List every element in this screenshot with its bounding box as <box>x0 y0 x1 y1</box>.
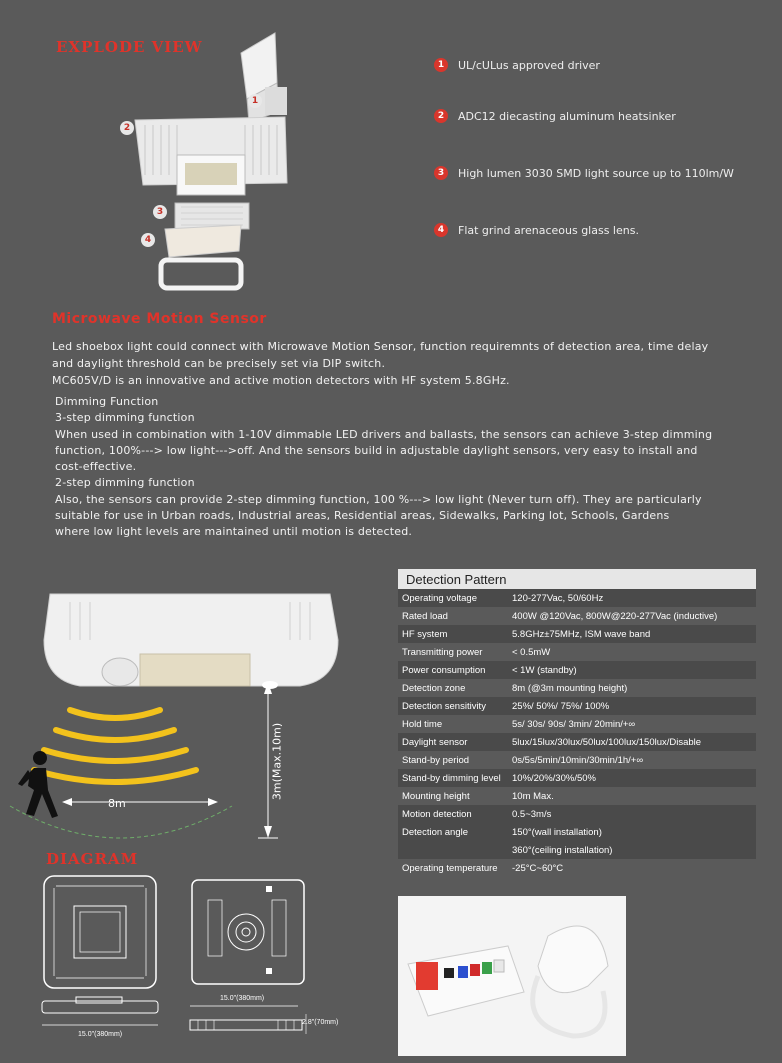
spec-key: Motion detection <box>398 805 508 823</box>
diagram-bottom-view <box>188 876 308 988</box>
spec-value: 150°(wall installation) <box>508 823 756 841</box>
table-row <box>398 859 756 877</box>
spec-value: -25°C~60°C <box>508 859 756 877</box>
spec-value: 0.5~3m/s <box>508 805 756 823</box>
spec-value: 5.8GHz±75MHz, ISM wave band <box>508 625 756 643</box>
table-row <box>398 589 756 607</box>
table-row <box>398 715 756 733</box>
dimming-line: cost-effective. <box>55 460 137 474</box>
spec-key: Operating voltage <box>398 589 508 607</box>
feature-text: UL/cULus approved driver <box>458 58 600 72</box>
table-row <box>398 625 756 643</box>
callout-badge-4: 4 <box>141 233 155 247</box>
explode-view-illustration <box>115 25 315 300</box>
table-row <box>398 643 756 661</box>
table-row <box>398 751 756 769</box>
table-row <box>398 805 756 823</box>
table-row <box>398 787 756 805</box>
feature-number: 4 <box>434 223 448 237</box>
sensor-line: Led shoebox light could connect with Microwave Motion Sensor, function requiremnts of detection area, time delay <box>52 340 709 353</box>
explode-view-title: EXPLODE VIEW <box>56 38 203 56</box>
dimming-line: Dimming Function <box>55 395 159 408</box>
diagram-title: DIAGRAM <box>46 850 139 868</box>
dimming-line: Also, the sensors can provide 2-step dimming function, 100 %---> low light (Never turn off). They are particularly <box>55 492 702 506</box>
spec-key: Detection angle <box>398 823 508 841</box>
dimming-line: suitable for use in Urban roads, Industrial areas, Residential areas, Sidewalks, Parking lot, Schools, Gardens <box>55 509 670 523</box>
table-row <box>398 769 756 787</box>
diagram-width-label: 15.0"(380mm) <box>78 1031 123 1038</box>
spec-key: Stand-by period <box>398 751 508 769</box>
spec-value: 5lux/15lux/30lux/50lux/100lux/150lux/Disable <box>508 733 756 751</box>
spec-key: Operating temperature <box>398 859 508 877</box>
spec-value: < 1W (standby) <box>508 661 756 679</box>
feature-text: Flat grind arenaceous glass lens. <box>458 223 639 237</box>
spec-key: Stand-by dimming level <box>398 769 508 787</box>
diagram-profile-view <box>186 1004 310 1040</box>
spec-value: 10m Max. <box>508 787 756 805</box>
feature-number: 3 <box>434 166 448 180</box>
feature-item <box>434 109 676 123</box>
sensor-description <box>52 338 772 389</box>
sensor-photo-illustration <box>398 896 626 1056</box>
diagram-top-view <box>40 872 160 992</box>
spec-key: Transmitting power <box>398 643 508 661</box>
diagram-length-label: 15.0"(380mm) <box>220 995 265 1002</box>
sensor-product-photo <box>398 896 626 1056</box>
dimming-line: 3-step dimming function <box>55 411 195 425</box>
diagram-height-label: 2.8"(70mm) <box>302 1019 339 1026</box>
table-row <box>398 823 756 841</box>
feature-text: ADC12 diecasting aluminum heatsinker <box>458 109 676 123</box>
detection-pattern-table <box>398 589 756 877</box>
spec-key: Rated load <box>398 607 508 625</box>
dimming-line: function, 100%---> low light--->off. And the sensors build in adjustable daylight sensors, very easy to install and <box>55 443 698 457</box>
callout-badge-2: 2 <box>120 121 134 135</box>
feature-item <box>434 223 639 237</box>
spec-value: < 0.5mW <box>508 643 756 661</box>
spec-key: Daylight sensor <box>398 733 508 751</box>
detection-height-label: 3m(Max.10m) <box>270 722 284 801</box>
spec-key: HF system <box>398 625 508 643</box>
callout-badge-1: 1 <box>248 94 262 108</box>
spec-key: Detection zone <box>398 679 508 697</box>
spec-key <box>398 841 508 859</box>
table-row <box>398 841 756 859</box>
dimming-line: 2-step dimming function <box>55 476 195 490</box>
table-row <box>398 697 756 715</box>
table-row <box>398 733 756 751</box>
spec-value: 360°(ceiling installation) <box>508 841 756 859</box>
dimming-description <box>55 394 775 541</box>
table-row <box>398 661 756 679</box>
feature-number: 2 <box>434 109 448 123</box>
spec-value: 120-277Vac, 50/60Hz <box>508 589 756 607</box>
spec-value: 25%/ 50%/ 75%/ 100% <box>508 697 756 715</box>
detection-width-label: 8m <box>108 797 126 810</box>
sensor-line: MC605V/D is an innovative and active motion detectors with HF system 5.8GHz. <box>52 374 510 387</box>
spec-key: Mounting height <box>398 787 508 805</box>
spec-value: 5s/ 30s/ 90s/ 3min/ 20min/+∞ <box>508 715 756 733</box>
spec-value: 8m (@3m mounting height) <box>508 679 756 697</box>
detection-pattern-title: Detection Pattern <box>406 571 507 587</box>
table-row <box>398 679 756 697</box>
dimming-line: where low light levels are maintained until motion is detected. <box>55 525 413 539</box>
spec-value: 0s/5s/5min/10min/30min/1h/+∞ <box>508 751 756 769</box>
dimming-line: When used in combination with 1-10V dimmable LED drivers and ballasts, the sensors can achieve 3-step dimming <box>55 427 713 441</box>
spec-key: Detection sensitivity <box>398 697 508 715</box>
feature-text: High lumen 3030 SMD light source up to 110lm/W <box>458 166 734 180</box>
detection-illustration <box>0 580 380 850</box>
spec-value: 400W @120Vac, 800W@220-277Vac (inductive) <box>508 607 756 625</box>
feature-number: 1 <box>434 58 448 72</box>
sensor-title: Microwave Motion Sensor <box>52 311 267 327</box>
spec-key: Hold time <box>398 715 508 733</box>
callout-badge-3: 3 <box>153 205 167 219</box>
detection-pattern-header <box>398 569 756 589</box>
feature-item <box>434 58 600 72</box>
spec-key: Power consumption <box>398 661 508 679</box>
feature-item <box>434 166 734 180</box>
diagram-side-view <box>38 995 162 1033</box>
sensor-line: and daylight threshold can be precisely set via DIP switch. <box>52 357 386 370</box>
table-row <box>398 607 756 625</box>
spec-value: 10%/20%/30%/50% <box>508 769 756 787</box>
